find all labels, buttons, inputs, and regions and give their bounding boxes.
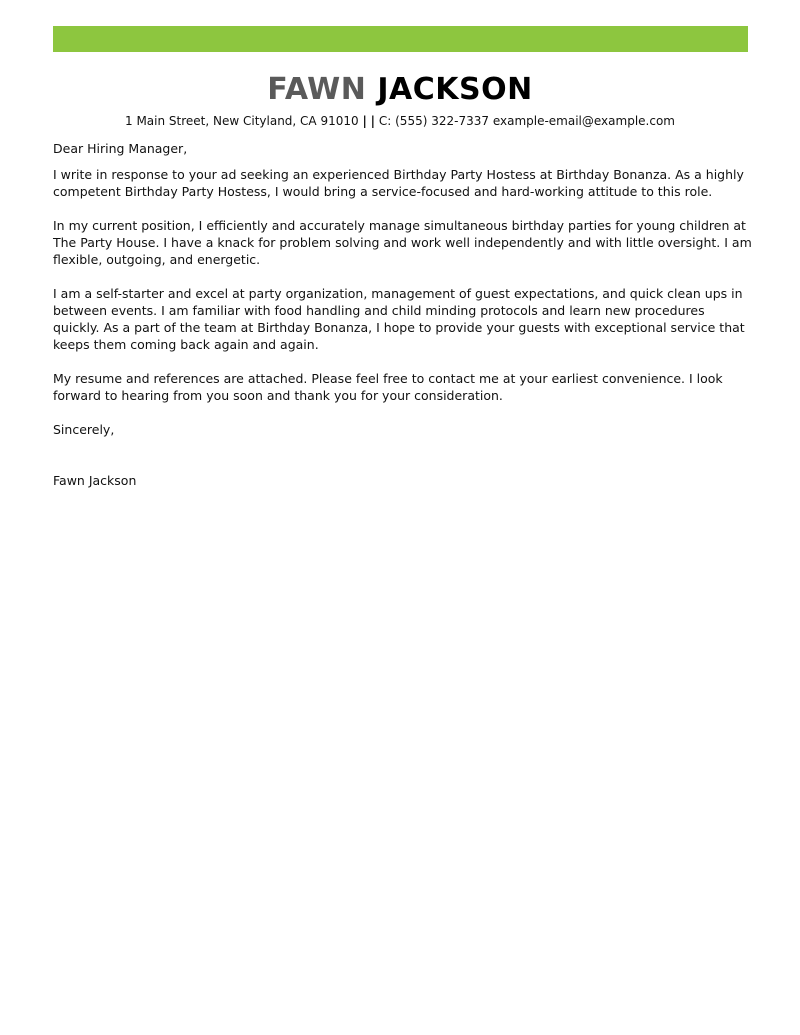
last-name: JACKSON <box>377 72 533 107</box>
applicant-name <box>0 70 800 110</box>
letter-body <box>53 140 753 489</box>
email: example-email@example.com <box>492 114 675 128</box>
salutation: Dear Hiring Manager, <box>53 141 188 156</box>
phone: C: (555) 322-7337 <box>378 114 489 128</box>
closing: Sincerely, <box>53 422 115 437</box>
address: 1 Main Street, New Cityland, CA 91010 <box>125 114 359 128</box>
paragraph-2: In my current position, I efficiently and accurately manage simultaneous birthday parties for young children at The Party House. I have a knack for problem solving and work well independently and with little oversight. I am flexible, outgoing, and energetic. <box>53 218 752 267</box>
contact-info <box>0 113 800 130</box>
first-name: FAWN <box>267 72 367 107</box>
accent-header-bar <box>53 26 748 52</box>
paragraph-3: I am a self-starter and excel at party organization, management of guest expectations, and quick clean ups in between events. I am familiar with food handling and child minding protocols and learn new procedures quickly. As a part of the team at Birthday Bonanza, I hope to provide your guests with exceptional service that keeps them coming back again and again. <box>53 286 745 352</box>
paragraph-4: My resume and references are attached. Please feel free to contact me at your earliest convenience. I look forward to hearing from you soon and thank you for your consideration. <box>53 371 723 403</box>
separator: | <box>362 114 367 128</box>
signature: Fawn Jackson <box>53 473 137 488</box>
paragraph-1: I write in response to your ad seeking an experienced Birthday Party Hostess at Birthday Bonanza. As a highly competent Birthday Party Hostess, I would bring a service-focused and hard-working attitude to this role. <box>53 167 744 199</box>
separator: | <box>370 114 376 128</box>
